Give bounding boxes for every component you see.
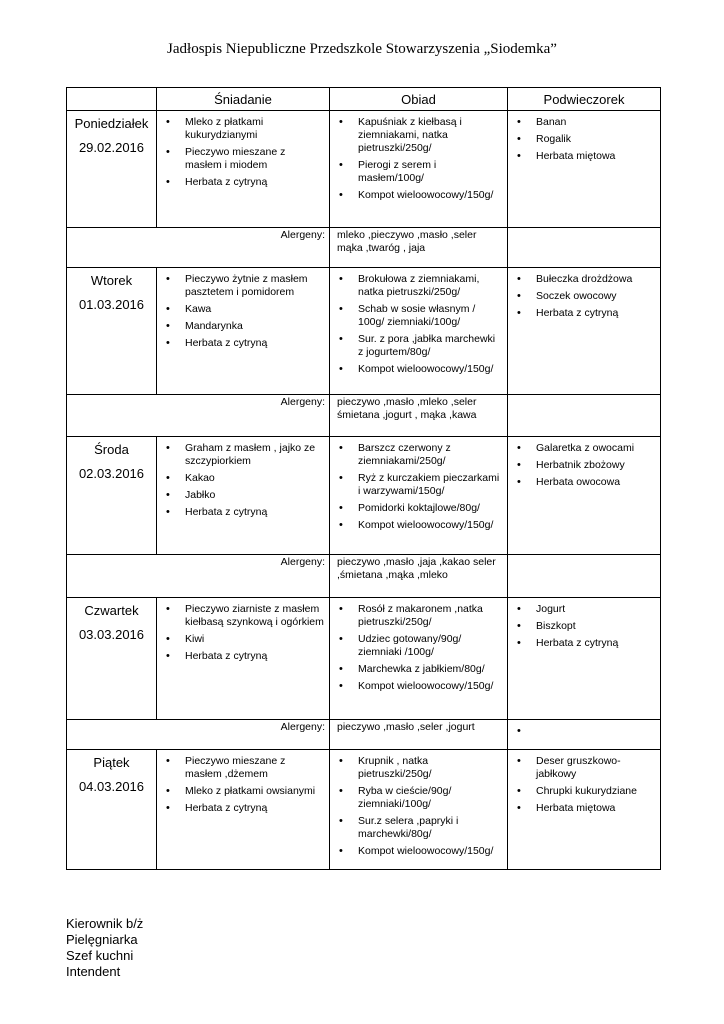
day-date: 03.03.2016 (78, 627, 145, 642)
menu-table (66, 87, 661, 870)
page-title: Jadłospis Niepubliczne Przedszkole Stowarzyszenia „Siodemka” (167, 41, 557, 57)
menu-item: • Kompot wieloowocowy/150g/ (330, 189, 507, 202)
menu-item: • Kompot wieloowocowy/150g/ (330, 519, 507, 532)
menu-item: • Mandarynka (157, 320, 329, 333)
day-cell (67, 437, 157, 555)
menu-item: • Ryż z kurczakiem pieczarkami i warzywami/150g/ (330, 472, 507, 498)
day-name: Wtorek (90, 273, 133, 288)
allergen-snack-cell (508, 395, 661, 437)
day-cell (67, 750, 157, 870)
menu-item: • Herbata z cytryną (508, 307, 660, 320)
signature-line: Kierownik b/ż (66, 916, 144, 931)
menu-item: • Kompot wieloowocowy/150g/ (330, 680, 507, 693)
breakfast-list (157, 268, 329, 350)
menu-body (67, 111, 661, 870)
menu-item: • Herbata z cytryną (157, 337, 329, 350)
menu-item: • Ryba w cieście/90g/ ziemniaki/100g/ (330, 785, 507, 811)
snack-list (508, 111, 660, 163)
menu-item: • Herbata z cytryną (157, 506, 329, 519)
allergen-list: pieczywo ,masło ,jaja ,kakao seler ,śmietana ,mąka ,mleko (330, 555, 508, 598)
allergen-row (67, 720, 661, 750)
menu-item: • Herbata z cytryną (157, 802, 329, 815)
lunch-list (330, 598, 507, 693)
menu-item: • Mleko z płatkami kukurydzianymi (157, 116, 329, 142)
day-cell (67, 598, 157, 720)
menu-item: • Kakao (157, 472, 329, 485)
breakfast-cell (157, 111, 330, 228)
menu-item: • Kapuśniak z kiełbasą i ziemniakami, natka pietruszki/250g/ (330, 116, 507, 155)
menu-item: • Jogurt (508, 603, 660, 616)
allergen-label: Alergeny: (67, 228, 330, 268)
menu-item: • Schab w sosie własnym / 100g/ ziemniaki/100g/ (330, 303, 507, 329)
allergen-snack-list (508, 720, 660, 725)
allergen-snack-cell (508, 555, 661, 598)
menu-item: • Soczek owocowy (508, 290, 660, 303)
signature-line: Intendent (66, 964, 121, 979)
snack-cell (508, 268, 661, 395)
menu-item: • Banan (508, 116, 660, 129)
menu-item: • Rogalik (508, 133, 660, 146)
header-lunch: Obiad (330, 88, 508, 111)
signature-line: Pielęgniarka (66, 932, 138, 947)
menu-item: • Graham z masłem , jajko ze szczypiorkiem (157, 442, 329, 468)
snack-cell (508, 111, 661, 228)
day-row (67, 598, 661, 720)
menu-item: • Pomidorki koktajlowe/80g/ (330, 502, 507, 515)
snack-cell (508, 750, 661, 870)
breakfast-list (157, 598, 329, 663)
allergen-list: mleko ,pieczywo ,masło ,seler mąka ,twaróg , jaja (330, 228, 508, 268)
menu-item: • Galaretka z owocami (508, 442, 660, 455)
menu-item: • Deser gruszkowo-jabłkowy (508, 755, 660, 781)
allergen-row (67, 228, 661, 268)
snack-list (508, 598, 660, 650)
snack-cell (508, 598, 661, 720)
signatures (66, 916, 143, 980)
menu-item: • Barszcz czerwony z ziemniakami/250g/ (330, 442, 507, 468)
menu-item: • Herbata owocowa (508, 476, 660, 489)
menu-item: • Kompot wieloowocowy/150g/ (330, 363, 507, 376)
snack-cell (508, 437, 661, 555)
snack-list (508, 437, 660, 489)
menu-item: • Krupnik , natka pietruszki/250g/ (330, 755, 507, 781)
day-name: Środa (94, 442, 129, 457)
header-snack: Podwieczorek (508, 88, 661, 111)
menu-item: • Herbata z cytryną (157, 650, 329, 663)
menu-item: • Pieczywo mieszane z masłem i miodem (157, 146, 329, 172)
day-date: 29.02.2016 (78, 140, 145, 155)
day-date: 04.03.2016 (78, 779, 145, 794)
lunch-cell (330, 750, 508, 870)
menu-item: • Herbatnik zbożowy (508, 459, 660, 472)
menu-item: • Kiwi (157, 633, 329, 646)
breakfast-cell (157, 437, 330, 555)
menu-item: • Rosół z makaronem ,natka pietruszki/250g/ (330, 603, 507, 629)
menu-item: • Sur.z selera ,papryki i marchewki/80g/ (330, 815, 507, 841)
lunch-list (330, 111, 507, 202)
day-date: 02.03.2016 (78, 466, 145, 481)
allergen-list: pieczywo ,masło ,mleko ,seler śmietana ,jogurt , mąka ,kawa (330, 395, 508, 437)
day-cell (67, 111, 157, 228)
day-row (67, 750, 661, 870)
menu-item: • Sur. z pora ,jabłka marchewki z jogurtem/80g/ (330, 333, 507, 359)
menu-item: • Pierogi z serem i masłem/100g/ (330, 159, 507, 185)
day-date: 01.03.2016 (78, 297, 145, 312)
allergen-row (67, 555, 661, 598)
lunch-list (330, 437, 507, 532)
breakfast-cell (157, 268, 330, 395)
snack-list (508, 268, 660, 320)
day-name: Piątek (93, 755, 130, 770)
lunch-cell (330, 111, 508, 228)
menu-item: • Bułeczka drożdżowa (508, 273, 660, 286)
header-blank (67, 88, 157, 111)
allergen-list: pieczywo ,masło ,seler ,jogurt (330, 720, 508, 750)
menu-item: • Mleko z płatkami owsianymi (157, 785, 329, 798)
menu-item: • Herbata miętowa (508, 802, 660, 815)
menu-item: • Chrupki kukurydziane (508, 785, 660, 798)
menu-item: • Marchewka z jabłkiem/80g/ (330, 663, 507, 676)
header-row (67, 88, 661, 111)
snack-list (508, 750, 660, 815)
menu-item: • Herbata miętowa (508, 150, 660, 163)
day-row (67, 111, 661, 228)
menu-item: • Herbata z cytryną (508, 637, 660, 650)
day-row (67, 268, 661, 395)
allergen-label: Alergeny: (67, 555, 330, 598)
menu-item: • Pieczywo ziarniste z masłem kiełbasą szynkową i ogórkiem (157, 603, 329, 629)
allergen-label: Alergeny: (67, 720, 330, 750)
day-row (67, 437, 661, 555)
lunch-cell (330, 268, 508, 395)
lunch-cell (330, 598, 508, 720)
menu-item: • Pieczywo mieszane z masłem ,dżemem (157, 755, 329, 781)
menu-item: • Brokułowa z ziemniakami, natka pietruszki/250g/ (330, 273, 507, 299)
allergen-snack-cell (508, 720, 661, 750)
breakfast-list (157, 437, 329, 519)
lunch-cell (330, 437, 508, 555)
allergen-snack-cell (508, 228, 661, 268)
menu-item: • Biszkopt (508, 620, 660, 633)
breakfast-cell (157, 750, 330, 870)
allergen-row (67, 395, 661, 437)
breakfast-list (157, 750, 329, 815)
header-breakfast: Śniadanie (157, 88, 330, 111)
menu-item: • Pieczywo żytnie z masłem pasztetem i pomidorem (157, 273, 329, 299)
menu-item: • Herbata z cytryną (157, 176, 329, 189)
day-cell (67, 268, 157, 395)
allergen-label: Alergeny: (67, 395, 330, 437)
signature-line: Szef kuchni (66, 948, 134, 963)
menu-item: • Kompot wieloowocowy/150g/ (330, 845, 507, 858)
breakfast-list (157, 111, 329, 189)
menu-item: • Kawa (157, 303, 329, 316)
lunch-list (330, 750, 507, 858)
breakfast-cell (157, 598, 330, 720)
lunch-list (330, 268, 507, 376)
menu-item: • Udziec gotowany/90g/ ziemniaki /100g/ (330, 633, 507, 659)
menu-item: • Jabłko (157, 489, 329, 502)
day-name: Czwartek (84, 603, 139, 618)
day-name: Poniedziałek (74, 116, 149, 131)
